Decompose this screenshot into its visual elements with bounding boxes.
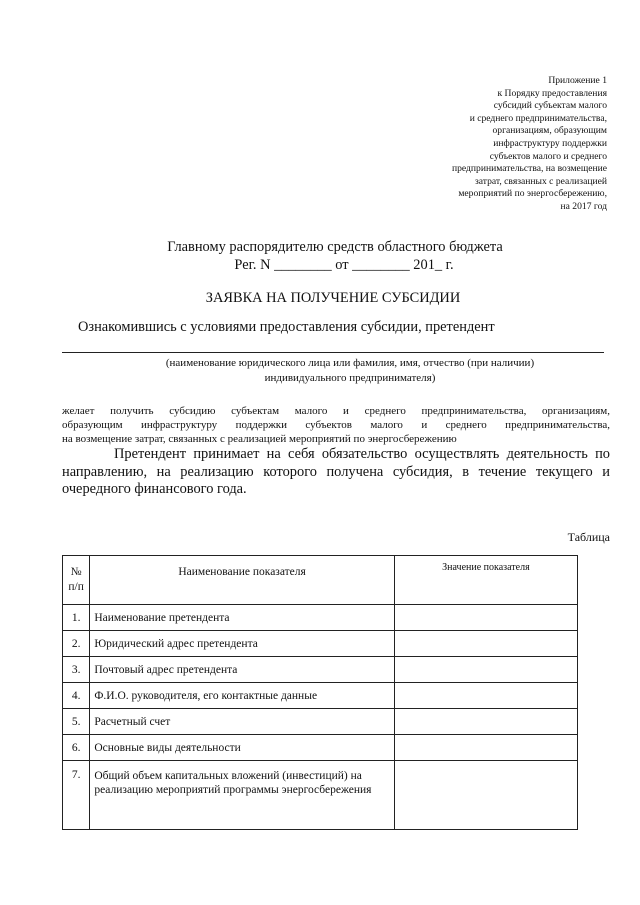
header-num-symbol: № bbox=[70, 566, 82, 578]
appendix-line: субсидий субъектам малого bbox=[493, 100, 607, 112]
row-name: Ф.И.О. руководителя, его контактные данные bbox=[90, 683, 395, 709]
header-value-cell: Значение показателя bbox=[394, 556, 577, 605]
row-value-field[interactable] bbox=[394, 735, 577, 761]
appendix-line: организациям, образующим bbox=[492, 125, 607, 137]
row-name: Расчетный счет bbox=[90, 709, 395, 735]
row-num: 4. bbox=[63, 683, 90, 709]
table-label: Таблица bbox=[567, 530, 610, 544]
table-row bbox=[63, 709, 578, 735]
row-value-field[interactable] bbox=[394, 631, 577, 657]
appendix-line: субъектов малого и среднего bbox=[489, 150, 607, 162]
table-row bbox=[63, 735, 578, 761]
appendix-line: предпринимательства, на возмещение bbox=[451, 163, 607, 175]
header-num-abbr: п/п bbox=[68, 581, 84, 593]
table-row bbox=[63, 761, 578, 830]
table-row bbox=[63, 657, 578, 683]
table-row bbox=[63, 605, 578, 631]
appendix-line: мероприятий по энергосбережению, bbox=[458, 188, 607, 200]
indicators-table bbox=[62, 555, 578, 830]
appendix-line: к Порядку предоставления bbox=[497, 87, 607, 99]
row-name: Юридический адрес претендента bbox=[90, 631, 395, 657]
table-row bbox=[63, 631, 578, 657]
obligation-paragraph bbox=[62, 446, 610, 499]
row-name: Наименование претендента bbox=[90, 605, 395, 631]
table-row bbox=[63, 683, 578, 709]
obligation-line: Претендент принимает на себя обязательство осуществлять деятельность по bbox=[114, 446, 610, 462]
obligation-line: направлению, на реализацию которого получена субсидия, в течение текущего и bbox=[62, 463, 610, 480]
row-name: Общий объем капитальных вложений (инвестиций) на реализацию мероприятий программы энергосбережения bbox=[90, 761, 395, 830]
row-name: Основные виды деятельности bbox=[90, 735, 395, 761]
desire-line: на возмещение затрат, связанных с реализацией мероприятий по энергосбережению bbox=[62, 433, 457, 445]
row-name: Почтовый адрес претендента bbox=[90, 657, 395, 683]
appendix-line: инфраструктуру поддержки bbox=[493, 137, 607, 149]
applicant-name-note bbox=[80, 356, 620, 386]
desire-line: образующим инфраструктуру поддержки субъектов малого и среднего предпринимательства, bbox=[62, 419, 610, 431]
row-num: 7. bbox=[63, 761, 90, 830]
document-title: ЗАЯВКА НА ПОЛУЧЕНИЕ СУБСИДИИ bbox=[205, 290, 461, 306]
obligation-line: очередного финансового года. bbox=[62, 481, 247, 497]
row-num: 5. bbox=[63, 709, 90, 735]
row-num: 6. bbox=[63, 735, 90, 761]
row-num: 2. bbox=[63, 631, 90, 657]
appendix-line: на 2017 год bbox=[560, 200, 607, 212]
note-line: индивидуального предпринимателя) bbox=[264, 372, 436, 384]
row-num: 3. bbox=[63, 657, 90, 683]
row-value-field[interactable] bbox=[394, 709, 577, 735]
table-header-row bbox=[63, 556, 578, 605]
desire-line: желает получить субсидию субъектам малого и среднего предпринимательства, организациям, bbox=[62, 405, 610, 417]
row-num: 1. bbox=[63, 605, 90, 631]
row-value-field[interactable] bbox=[394, 683, 577, 709]
intro-text: Ознакомившись с условиями предоставления субсидии, претендент bbox=[78, 319, 495, 335]
header-name-cell: Наименование показателя bbox=[90, 556, 395, 605]
addressee-line: Главному распорядителю средств областного бюджета bbox=[167, 239, 503, 255]
row-value-field[interactable] bbox=[394, 761, 577, 830]
appendix-line: затрат, связанных с реализацией bbox=[474, 175, 607, 187]
desire-paragraph bbox=[62, 404, 610, 446]
header-num-cell bbox=[63, 556, 90, 605]
appendix-line: и среднего предпринимательства, bbox=[469, 112, 607, 124]
applicant-name-line bbox=[62, 352, 604, 353]
appendix-line: Приложение 1 bbox=[548, 75, 607, 86]
note-line: (наименование юридического лица или фамилия, имя, отчество (при наличии) bbox=[165, 357, 535, 369]
row-value-field[interactable] bbox=[394, 657, 577, 683]
row-value-field[interactable] bbox=[394, 605, 577, 631]
registration-line: Рег. N ________ от ________ 201_ г. bbox=[234, 257, 454, 273]
appendix-header bbox=[347, 75, 607, 214]
